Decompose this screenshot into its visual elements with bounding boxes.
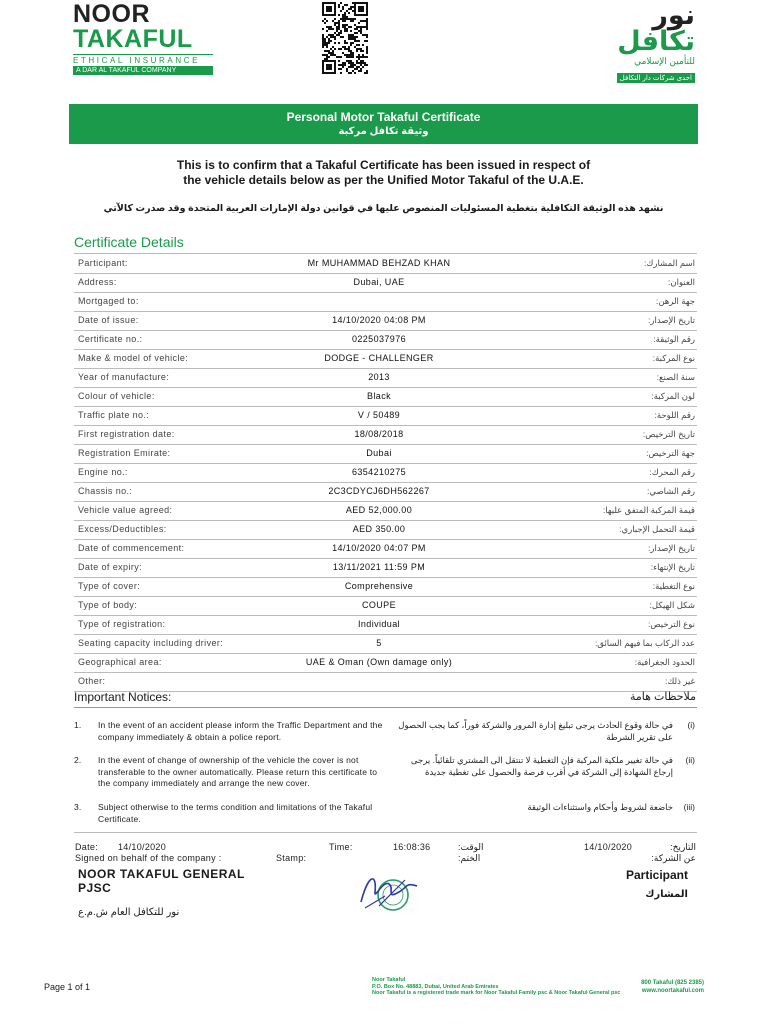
detail-label-ar: رقم اللوحة: <box>654 410 695 420</box>
detail-row <box>74 463 697 482</box>
banner-title-ar: وثيقة تكافل مركبة <box>338 126 429 137</box>
qr-code-icon <box>322 2 368 74</box>
logo-arabic <box>605 2 695 85</box>
detail-label: Chassis no.: <box>78 486 133 496</box>
detail-value: 2C3CDYCJ6DH562267 <box>328 486 430 496</box>
detail-label-ar: لون المركبة: <box>651 391 695 401</box>
detail-row <box>74 520 697 539</box>
detail-label-ar: جهة الترخيص: <box>646 448 695 458</box>
detail-label-ar: سنة الصنع: <box>656 372 695 382</box>
row-divider <box>74 482 697 483</box>
notice-item <box>74 720 394 756</box>
confirmation-statement <box>69 158 698 188</box>
logo-ar-line2: تكافل <box>617 26 695 56</box>
logo-tagline: ETHICAL INSURANCE <box>73 54 213 65</box>
detail-value: Black <box>366 391 391 401</box>
notice-text: In the event of change of ownership of the vehicle the cover is not transferable to the owner automatically. Please return this certificate to the company immediately and arrange the new cover. <box>98 755 378 788</box>
detail-row <box>74 444 697 463</box>
detail-label: Certificate no.: <box>78 334 143 344</box>
detail-row <box>74 539 697 558</box>
notice-number: 2. <box>74 755 82 765</box>
footer-address: P.O. Box No. 48883, Dubai, United Arab Emirates <box>372 983 499 990</box>
detail-label: Year of manufacture: <box>78 372 170 382</box>
date-value-right: 14/10/2020 <box>584 842 633 852</box>
confirmation-statement-ar: نشهد هذه الوثيقة التكافلية بتغطية المسئوليات المنصوص عليها في قوانين دولة الإمارات العربية المتحدة وقد صدرت كالآتي <box>103 203 664 214</box>
detail-row <box>74 596 697 615</box>
logo-line-takaful: TAKAFUL <box>73 25 193 53</box>
detail-row <box>74 292 697 311</box>
detail-label: Excess/Deductibles: <box>78 524 167 534</box>
divider <box>74 832 697 833</box>
footer-contact <box>641 979 704 995</box>
notice-number-ar: (iii) <box>683 802 695 812</box>
detail-label-ar: الحدود الجغرافية: <box>634 657 695 667</box>
company-label-ar: عن الشركة: <box>651 853 696 863</box>
detail-row <box>74 254 697 273</box>
row-divider <box>74 368 697 369</box>
detail-label: Type of body: <box>78 600 138 610</box>
detail-value: DODGE - CHALLENGER <box>324 353 434 363</box>
detail-row <box>74 615 697 634</box>
detail-label: First registration date: <box>78 429 175 439</box>
divider <box>74 707 697 708</box>
row-divider <box>74 425 697 426</box>
detail-row <box>74 311 697 330</box>
signed-on-behalf-label: Signed on behalf of the company : <box>75 853 222 863</box>
detail-label: Type of registration: <box>78 619 166 629</box>
detail-label-ar: نوع التغطية: <box>652 581 695 591</box>
detail-row <box>74 653 697 672</box>
detail-row <box>74 558 697 577</box>
detail-label-ar: تاريخ الإصدار: <box>648 315 695 325</box>
detail-label: Seating capacity including driver: <box>78 638 224 648</box>
detail-value: 14/10/2020 04:07 PM <box>332 543 426 553</box>
footer-website: www.noortakaful.com <box>641 988 704 994</box>
row-divider <box>74 311 697 312</box>
logo-ar-tagline: للتأمين الإسلامي <box>634 56 695 66</box>
detail-label-ar: غير ذلك: <box>665 676 695 686</box>
row-divider <box>74 501 697 502</box>
detail-row <box>74 330 697 349</box>
detail-label: Participant: <box>78 258 128 268</box>
detail-row <box>74 349 697 368</box>
detail-label: Date of expiry: <box>78 562 143 572</box>
row-divider <box>74 615 697 616</box>
detail-label: Registration Emirate: <box>78 448 171 458</box>
row-divider <box>74 577 697 578</box>
detail-label-ar: عدد الركاب بما فيهم السائق: <box>594 638 695 648</box>
date-label: Date: <box>75 842 99 852</box>
company-name-ar: نور للتكافل العام ش.م.ع <box>78 907 180 918</box>
date-label-ar: التاريخ: <box>670 842 696 852</box>
certificate-details-table <box>74 254 697 691</box>
detail-label: Engine no.: <box>78 467 128 477</box>
detail-label-ar: رقم الشاصي: <box>647 486 695 496</box>
notice-number: 3. <box>74 802 82 812</box>
detail-value: 2013 <box>368 372 390 382</box>
logo-ar-subline: احدى شركات دار التكافل <box>617 73 695 83</box>
row-divider <box>74 387 697 388</box>
detail-value: 5 <box>376 638 382 648</box>
participant-label: Participant <box>625 868 688 882</box>
row-divider <box>74 596 697 597</box>
detail-label: Traffic plate no.: <box>78 410 150 420</box>
row-divider <box>74 292 697 293</box>
logo-english <box>73 2 213 75</box>
detail-label: Make & model of vehicle: <box>78 353 189 363</box>
company-name <box>78 867 245 895</box>
date-value: 14/10/2020 <box>118 842 167 852</box>
detail-row <box>74 577 697 596</box>
detail-row <box>74 273 697 292</box>
detail-value: Dubai <box>366 448 392 458</box>
detail-label-ar: تاريخ الإنتهاء: <box>650 562 695 572</box>
detail-label-ar: قيمة التحمل الإجباري: <box>619 524 695 534</box>
company-name-line1: NOOR TAKAFUL GENERAL <box>78 867 245 881</box>
notice-item <box>74 802 394 826</box>
detail-label-ar: العنوان: <box>668 277 695 287</box>
detail-label-ar: اسم المشارك: <box>643 258 695 268</box>
logo-subline: A DAR AL TAKAFUL COMPANY <box>73 66 213 75</box>
detail-value: Mr MUHAMMAD BEHZAD KHAN <box>307 258 451 268</box>
detail-label: Geographical area: <box>78 657 162 667</box>
notice-text-ar: في حالة وقوع الحادث يرجى تبليغ إدارة المرور والشركة فوراً، كما يجب الحصول على تقرير الشرطة <box>398 720 673 742</box>
detail-value: 14/10/2020 04:08 PM <box>332 315 426 325</box>
detail-row <box>74 425 697 444</box>
stamp-label-ar: الختم: <box>458 853 481 863</box>
detail-value: AED 350.00 <box>352 524 406 534</box>
detail-label-ar: تاريخ الإصدار: <box>648 543 695 553</box>
footer-company-name: Noor Takaful <box>372 977 406 983</box>
row-divider <box>74 406 697 407</box>
row-divider <box>74 330 697 331</box>
row-divider <box>74 634 697 635</box>
detail-value: Individual <box>357 619 401 629</box>
detail-label-ar: نوع المركبة: <box>652 353 695 363</box>
detail-label-ar: جهة الرهن: <box>655 296 695 306</box>
detail-value: 6354210275 <box>351 467 407 477</box>
detail-row <box>74 368 697 387</box>
detail-row <box>74 672 697 691</box>
notice-text: In the event of an accident please inform the Traffic Department and the company immediately & obtain a police report. <box>98 720 383 742</box>
company-name-line2: PJSC <box>78 881 112 895</box>
detail-label: Date of commencement: <box>78 543 185 553</box>
row-divider <box>74 349 697 350</box>
detail-label: Other: <box>78 676 106 686</box>
detail-row <box>74 387 697 406</box>
detail-label-ar: شكل الهيكل: <box>649 600 695 610</box>
detail-value: V / 50489 <box>357 410 401 420</box>
time-label-ar: الوقت: <box>458 842 484 852</box>
participant-label-ar: المشارك <box>645 889 688 900</box>
notice-number-ar: (i) <box>687 720 695 730</box>
notice-item-ar <box>390 720 695 754</box>
footer-phone: 800 Takaful (825 2385) <box>641 980 704 986</box>
logo-line-noor: NOOR <box>73 0 150 28</box>
banner-title-en: Personal Motor Takaful Certificate <box>286 110 481 124</box>
confirmation-line-1: This is to confirm that a Takaful Certificate has been issued in respect of <box>176 158 591 172</box>
stamp-label: Stamp: <box>276 853 307 863</box>
detail-label: Date of issue: <box>78 315 139 325</box>
notices-title-ar: ملاحظات هامة <box>630 691 696 703</box>
row-divider <box>74 672 697 673</box>
row-divider <box>74 539 697 540</box>
detail-value: 18/08/2018 <box>354 429 404 439</box>
notice-number: 1. <box>74 720 82 730</box>
detail-label: Address: <box>78 277 117 287</box>
detail-label-ar: قيمة المركبة المتفق عليها: <box>602 505 695 515</box>
row-divider <box>74 653 697 654</box>
notice-item-ar <box>390 802 695 822</box>
detail-row <box>74 482 697 501</box>
detail-label-ar: رقم المحرك: <box>649 467 695 477</box>
detail-value: Comprehensive <box>344 581 414 591</box>
row-divider <box>74 558 697 559</box>
detail-label-ar: تاريخ الترخيص: <box>642 429 695 439</box>
time-value: 16:08:36 <box>393 842 431 852</box>
detail-label: Colour of vehicle: <box>78 391 155 401</box>
detail-label: Vehicle value agreed: <box>78 505 173 515</box>
detail-label-ar: نوع الترخيص: <box>648 619 695 629</box>
notices-title: Important Notices: <box>74 690 172 704</box>
notice-text: Subject otherwise to the terms condition and limitations of the Takaful Certificate. <box>98 802 373 824</box>
detail-label: Type of cover: <box>78 581 141 591</box>
notice-text-ar: في حالة تغيير ملكية المركبة فإن التغطية لا تنتقل الى المشتري تلقائياً. يرجى إرجاع الشهادة إلى الشركة في أقرب فرصة والحصول على تغطية جديدة <box>410 755 673 777</box>
notice-item <box>74 755 394 803</box>
detail-label: Mortgaged to: <box>78 296 139 306</box>
detail-row <box>74 634 697 653</box>
row-divider <box>74 444 697 445</box>
detail-value: AED 52,000.00 <box>345 505 413 515</box>
notice-item-ar <box>390 755 695 789</box>
detail-value: 0225037976 <box>351 334 407 344</box>
detail-row <box>74 406 697 425</box>
logo-ar-line1: نور <box>652 0 695 30</box>
detail-row <box>74 501 697 520</box>
page-number: Page 1 of 1 <box>44 982 91 992</box>
certificate-banner <box>69 104 698 144</box>
notice-text-ar: خاضعة لشروط وأحكام واستثناءات الوثيقة <box>527 802 673 812</box>
detail-value: UAE & Oman (Own damage only) <box>305 657 453 667</box>
row-divider <box>74 273 697 274</box>
row-divider <box>74 463 697 464</box>
footer-company-info <box>372 977 621 997</box>
detail-value: 13/11/2021 11:59 PM <box>332 562 426 572</box>
detail-value: COUPE <box>361 600 396 610</box>
footer-trademark: Noor Takaful is a registered trade mark for Noor Takaful Family psc & Noor Takaful General psc <box>372 990 621 996</box>
confirmation-line-2: the vehicle details below as per the Unified Motor Takaful of the U.A.E. <box>183 173 584 187</box>
notice-number-ar: (ii) <box>685 755 695 765</box>
detail-value: Dubai, UAE <box>353 277 405 287</box>
certificate-details-title: Certificate Details <box>74 234 184 250</box>
detail-label-ar: رقم الوثيقة: <box>653 334 695 344</box>
signature-stamp-icon <box>355 862 425 924</box>
time-label: Time: <box>329 842 353 852</box>
row-divider <box>74 520 697 521</box>
